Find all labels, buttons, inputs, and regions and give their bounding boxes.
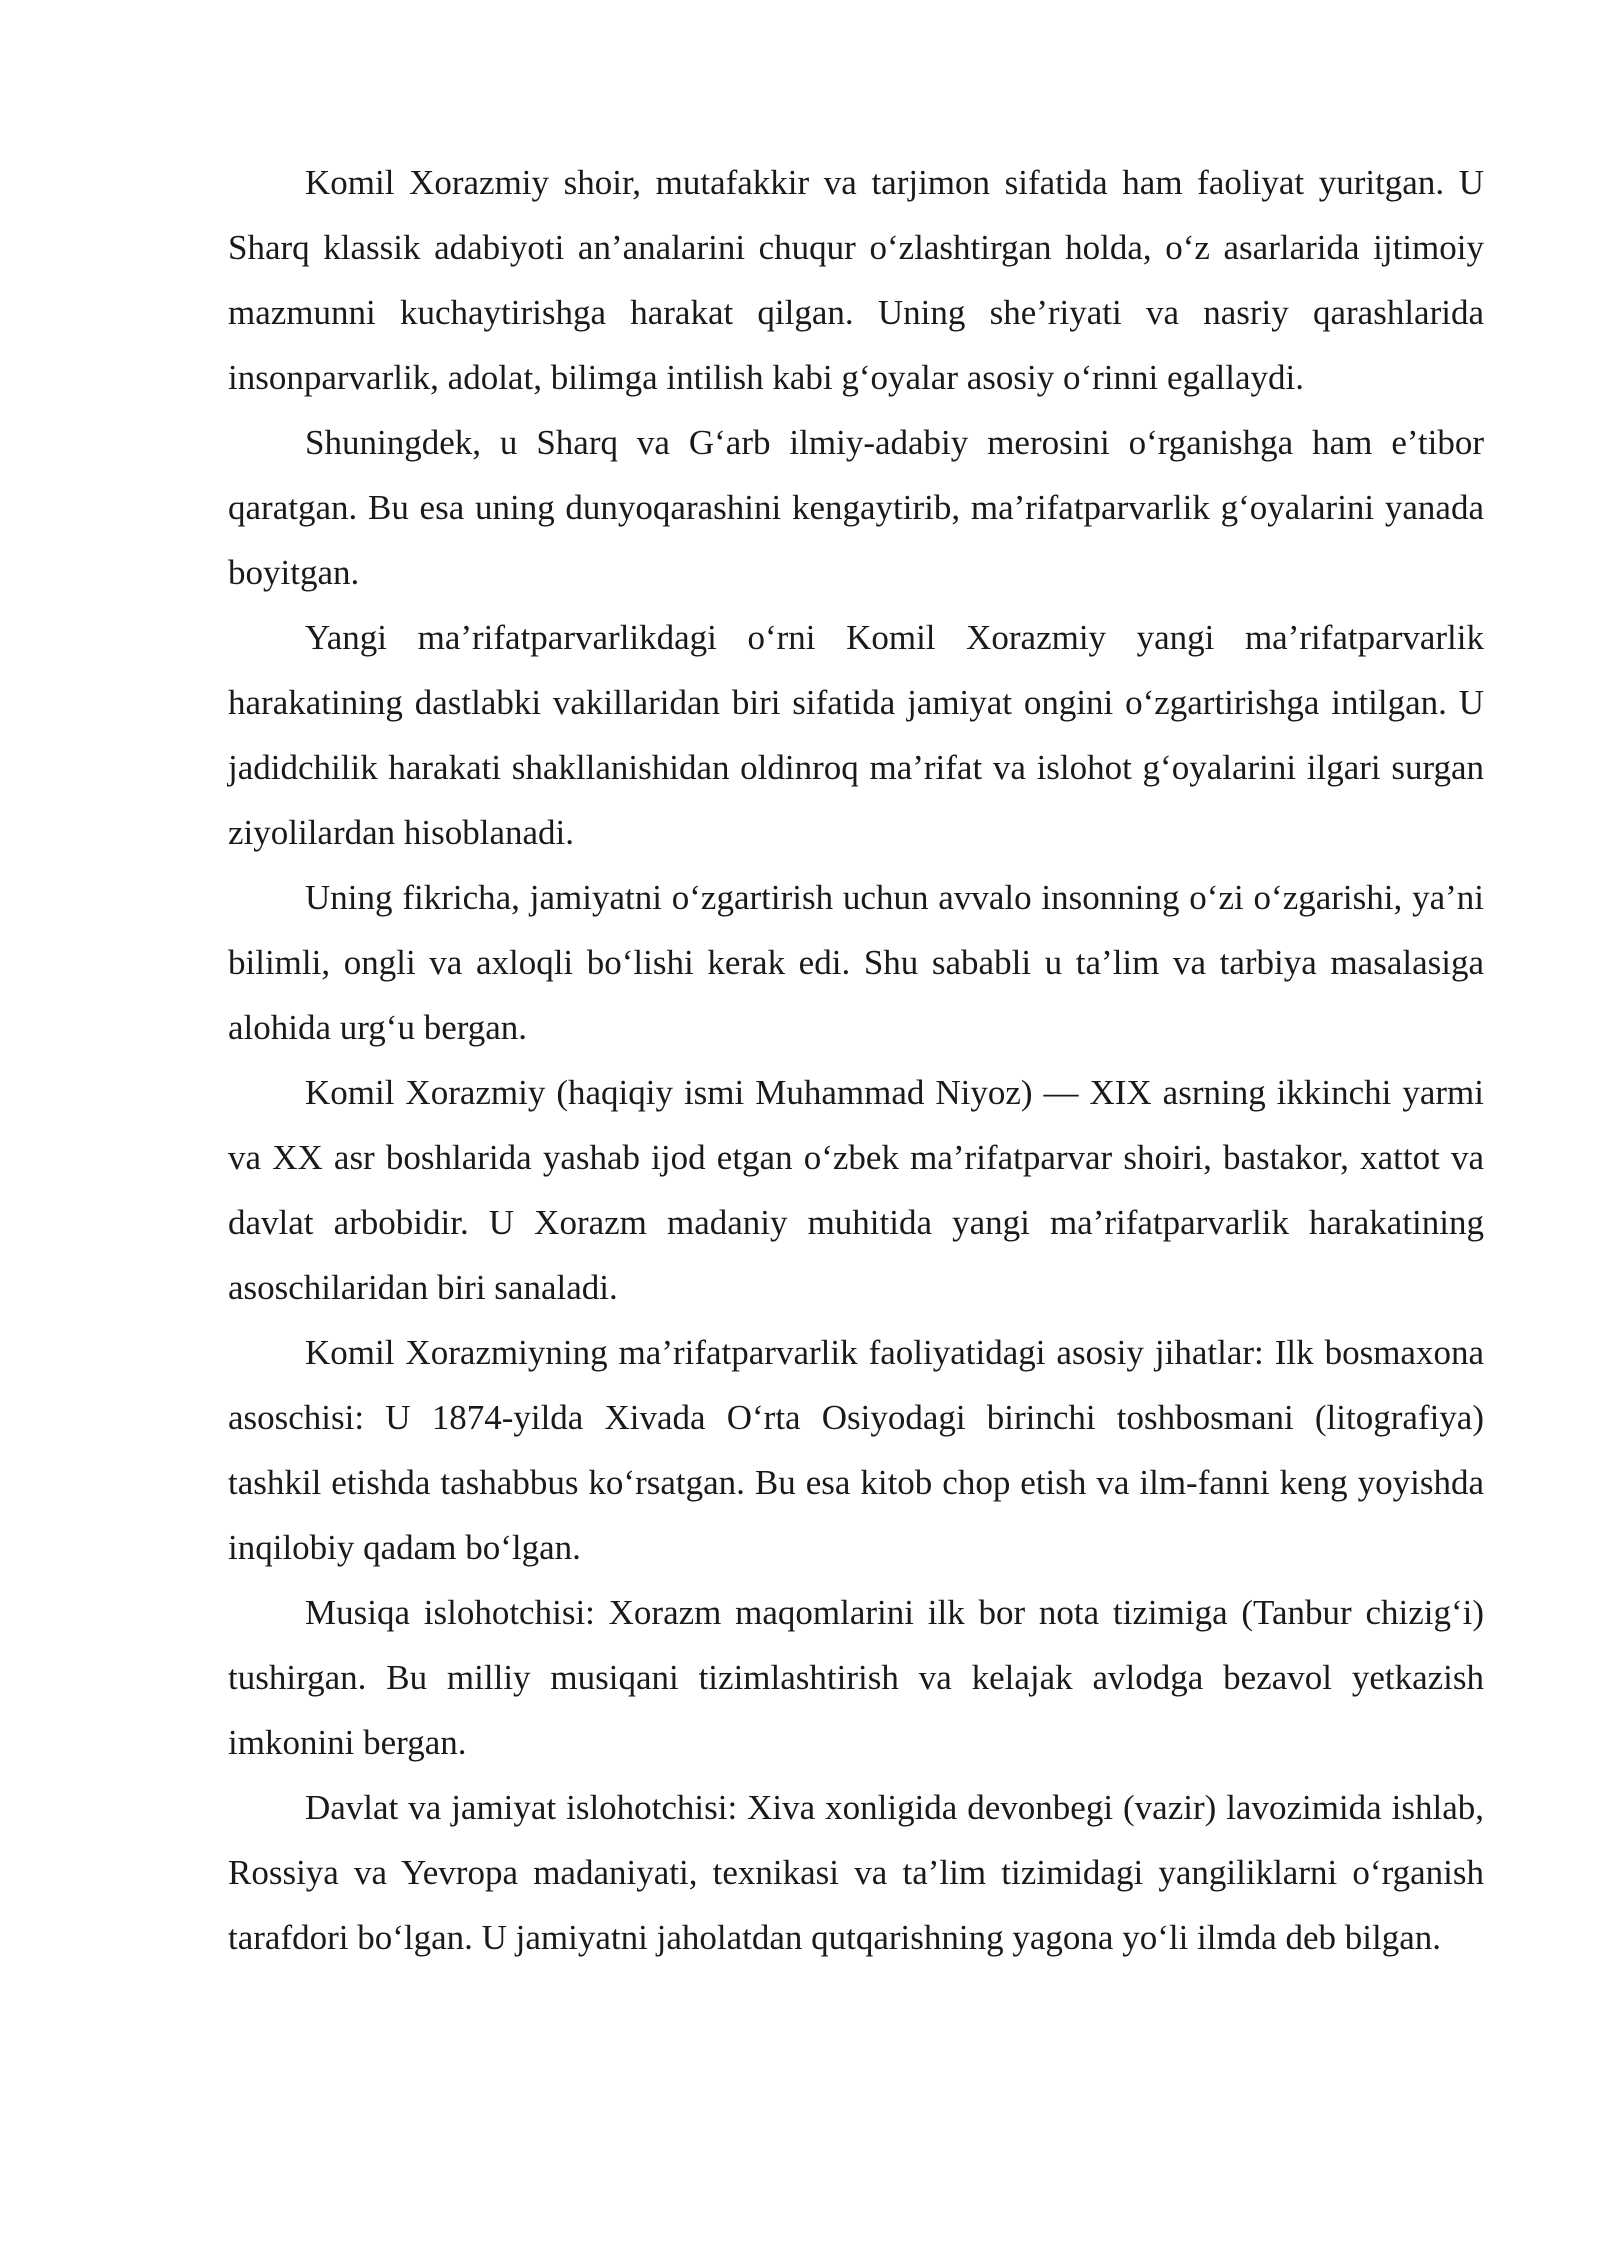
document-page — [228, 150, 1484, 1970]
paragraph-8: Davlat va jamiyat islohotchisi: Xiva xonligida devonbegi (vazir) lavozimida ishlab, Rossiya va Yevropa madaniyati, texnikasi va ta’lim tizimidagi yangiliklarni o‘rganish tarafdori bo‘lgan. U jamiyatni jaholatdan qutqarishning yagona yo‘li ilmda deb bilgan. — [228, 1788, 1484, 1957]
paragraph-3: Yangi ma’rifatparvarlikdagi o‘rni Komil Xorazmiy yangi ma’rifatparvarlik harakatining dastlabki vakillaridan biri sifatida jamiyat ongini o‘zgartirishga intilgan. U jadidchilik harakati shakllanishidan oldinroq ma’rifat va islohot g‘oyalarini ilgari surgan ziyolilardan hisoblanadi. — [228, 618, 1484, 852]
paragraph-5: Komil Xorazmiy (haqiqiy ismi Muhammad Niyoz) — XIX asrning ikkinchi yarmi va XX asr boshlarida yashab ijod etgan o‘zbek ma’rifatparvar shoiri, bastakor, xattot va davlat arbobidir. U Xorazm madaniy muhitida yangi ma’rifatparvarlik harakatining asoschilaridan biri sanaladi. — [228, 1073, 1484, 1307]
paragraph-6: Komil Xorazmiyning ma’rifatparvarlik faoliyatidagi asosiy jihatlar: Ilk bosmaxona asoschisi: U 1874-yilda Xivada O‘rta Osiyodagi birinchi toshbosmani (litografiya) tashkil etishda tashabbus ko‘rsatgan. Bu esa kitob chop etish va ilm-fanni keng yoyishda inqilobiy qadam bo‘lgan. — [228, 1333, 1484, 1567]
paragraph-4: Uning fikricha, jamiyatni o‘zgartirish uchun avvalo insonning o‘zi o‘zgarishi, ya’ni bilimli, ongli va axloqli bo‘lishi kerak edi. Shu sababli u ta’lim va tarbiya masalasiga alohida urg‘u bergan. — [228, 878, 1484, 1047]
paragraph-2: Shuningdek, u Sharq va G‘arb ilmiy-adabiy merosini o‘rganishga ham e’tibor qaratgan. Bu esa uning dunyoqarashini kengaytirib, ma’rifatparvarlik g‘oyalarini yanada boyitgan. — [228, 423, 1484, 592]
paragraph-7: Musiqa islohotchisi: Xorazm maqomlarini ilk bor nota tizimiga (Tanbur chizig‘i) tushirgan. Bu milliy musiqani tizimlashtirish va kelajak avlodga bezavol yetkazish imkonini bergan. — [228, 1593, 1484, 1762]
paragraph-1: Komil Xorazmiy shoir, mutafakkir va tarjimon sifatida ham faoliyat yuritgan. U Sharq klassik adabiyoti an’analarini chuqur o‘zlashtirgan holda, o‘z asarlarida ijtimoiy mazmunni kuchaytirishga harakat qilgan. Uning she’riyati va nasriy qarashlarida insonparvarlik, adolat, bilimga intilish kabi g‘oyalar asosiy o‘rinni egallaydi. — [228, 163, 1484, 397]
